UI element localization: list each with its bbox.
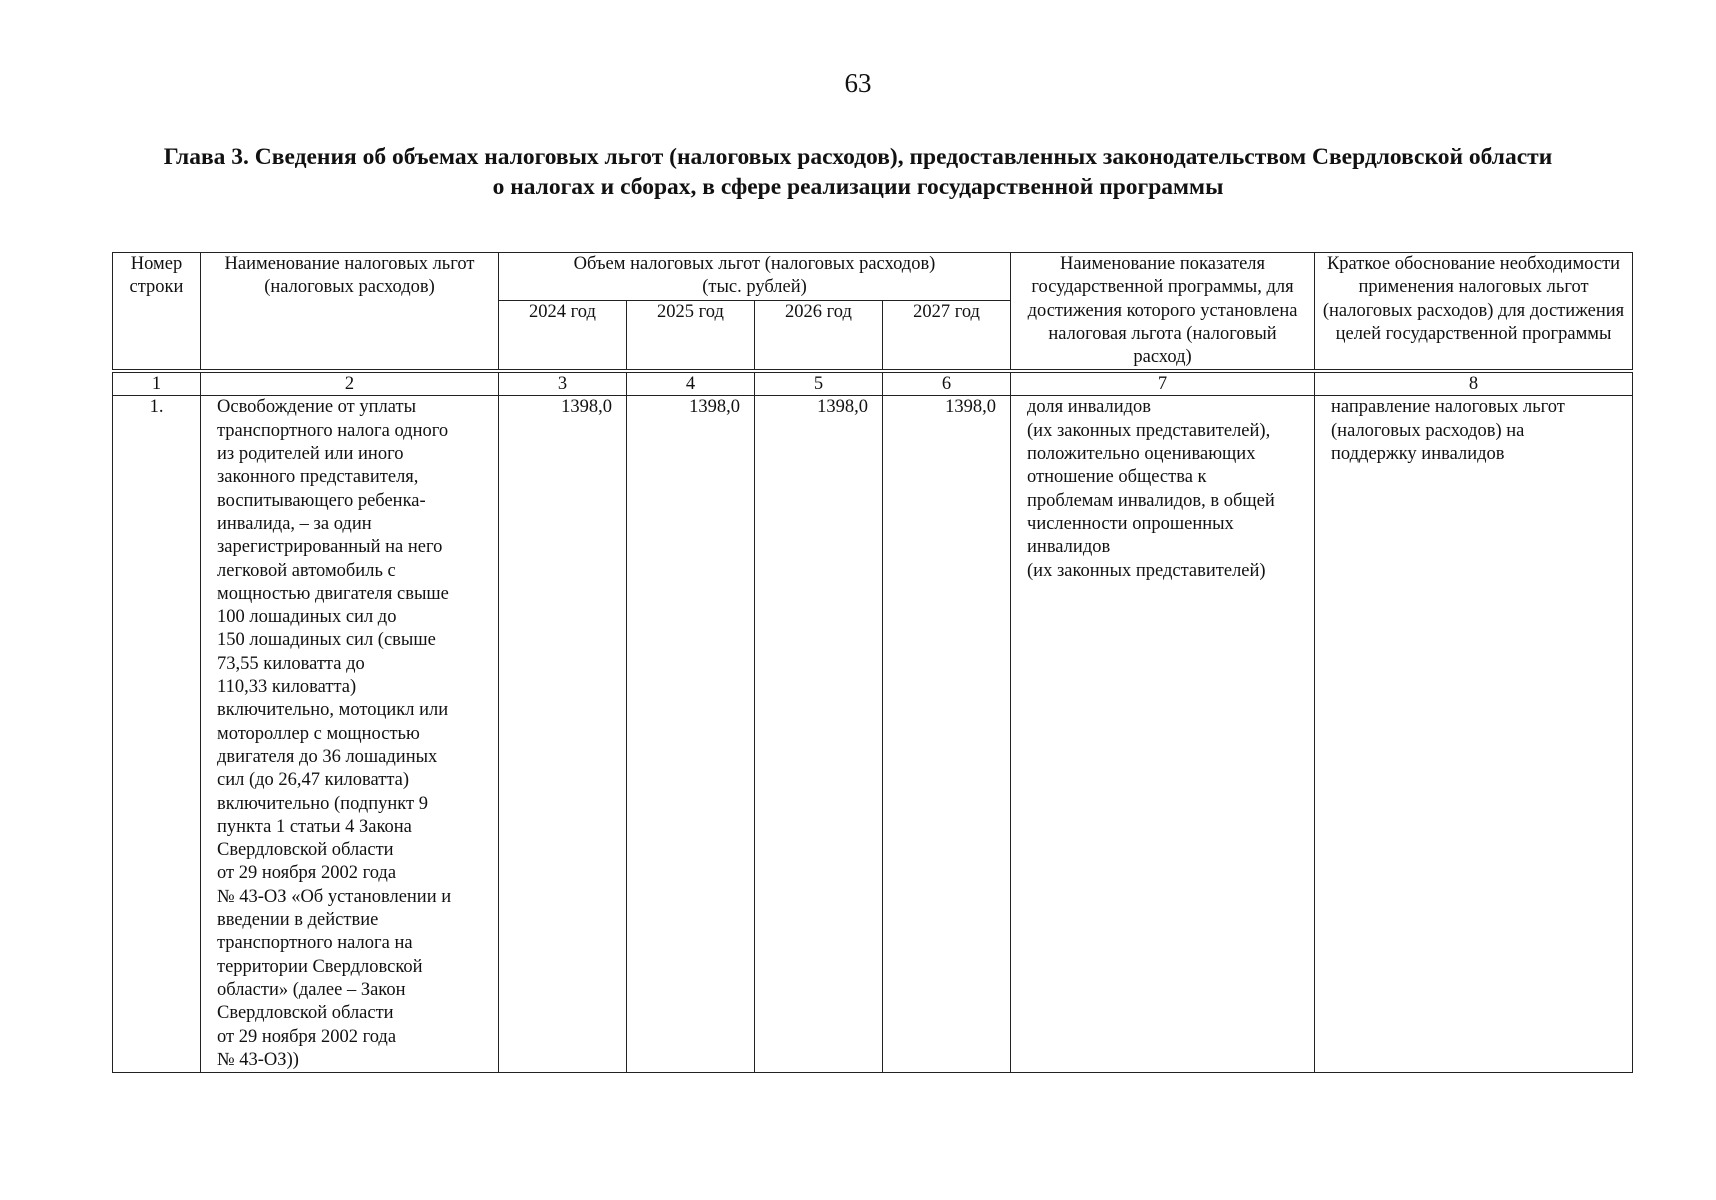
table-row xyxy=(113,396,1633,1073)
header-volume-line-1: Объем налоговых льгот (налоговых расходов) xyxy=(573,254,936,274)
header-row-number: Номер строки xyxy=(113,253,201,372)
indicator-cell: доля инвалидов (их законных представителей), положительно оценивающих отношение общества к проблемам инвалидов, в общей численности опрошенных инвалидов (их законных представителей) xyxy=(1011,396,1315,1073)
column-number-3: 3 xyxy=(499,371,627,396)
table-header-row xyxy=(113,253,1633,301)
justification-cell: направление налоговых льгот (налоговых расходов) на поддержку инвалидов xyxy=(1315,396,1633,1073)
value-2027-cell: 1398,0 xyxy=(883,396,1011,1073)
header-year-2027: 2027 год xyxy=(883,301,1011,372)
page-number: 63 xyxy=(844,68,872,98)
header-indicator: Наименование показателя государственной программы, для достижения которого установлена налоговая льгота (налоговый расход) xyxy=(1011,253,1315,372)
column-number-5: 5 xyxy=(755,371,883,396)
value-2026-cell: 1398,0 xyxy=(755,396,883,1073)
column-number-6: 6 xyxy=(883,371,1011,396)
chapter-title xyxy=(100,142,1616,202)
column-number-7: 7 xyxy=(1011,371,1315,396)
header-year-2024: 2024 год xyxy=(499,301,627,372)
column-number-4: 4 xyxy=(627,371,755,396)
value-2024-cell: 1398,0 xyxy=(499,396,627,1073)
column-number-2: 2 xyxy=(201,371,499,396)
column-number-8: 8 xyxy=(1315,371,1633,396)
column-numbers-row xyxy=(113,371,1633,396)
header-justification: Краткое обоснование необходимости применения налоговых льгот (налоговых расходов) для достижения целей государственной программы xyxy=(1315,253,1633,372)
value-2025-cell: 1398,0 xyxy=(627,396,755,1073)
header-benefit-name: Наименование налоговых льгот (налоговых расходов) xyxy=(201,253,499,372)
benefit-name-cell: Освобождение от уплаты транспортного налога одного из родителей или иного законного представителя, воспитывающего ребенка- инвалида, – за один зарегистрированный на него легковой автомобиль с мощностью двигателя свыше 100 лошадиных сил до 150 лошадиных сил (свыше 73,55 киловатта до 110,33 киловатта) включительно, мотоцикл или мотороллер с мощностью двигателя до 36 лошадиных сил (до 26,47 киловатта) включительно (подпункт 9 пункта 1 статьи 4 Закона Свердловской области от 29 ноября 2002 года № 43-ОЗ «Об установлении и введении в действие транспортного налога на территории Свердловской области» (далее – Закон Свердловской области от 29 ноября 2002 года № 43-ОЗ)) xyxy=(201,396,499,1073)
header-year-2026: 2026 год xyxy=(755,301,883,372)
column-number-1: 1 xyxy=(113,371,201,396)
header-year-2025: 2025 год xyxy=(627,301,755,372)
header-volume-line-2: (тыс. рублей) xyxy=(702,277,807,298)
tax-benefits-table xyxy=(112,252,1633,1073)
chapter-title-line-1: Глава 3. Сведения об объемах налоговых льгот (налоговых расходов), предоставленных законодательством Свердловской области xyxy=(163,144,1553,170)
chapter-title-line-2: о налогах и сборах, в сфере реализации государственной программы xyxy=(492,174,1224,200)
header-volume xyxy=(499,253,1011,301)
row-number-cell: 1. xyxy=(113,396,201,1073)
